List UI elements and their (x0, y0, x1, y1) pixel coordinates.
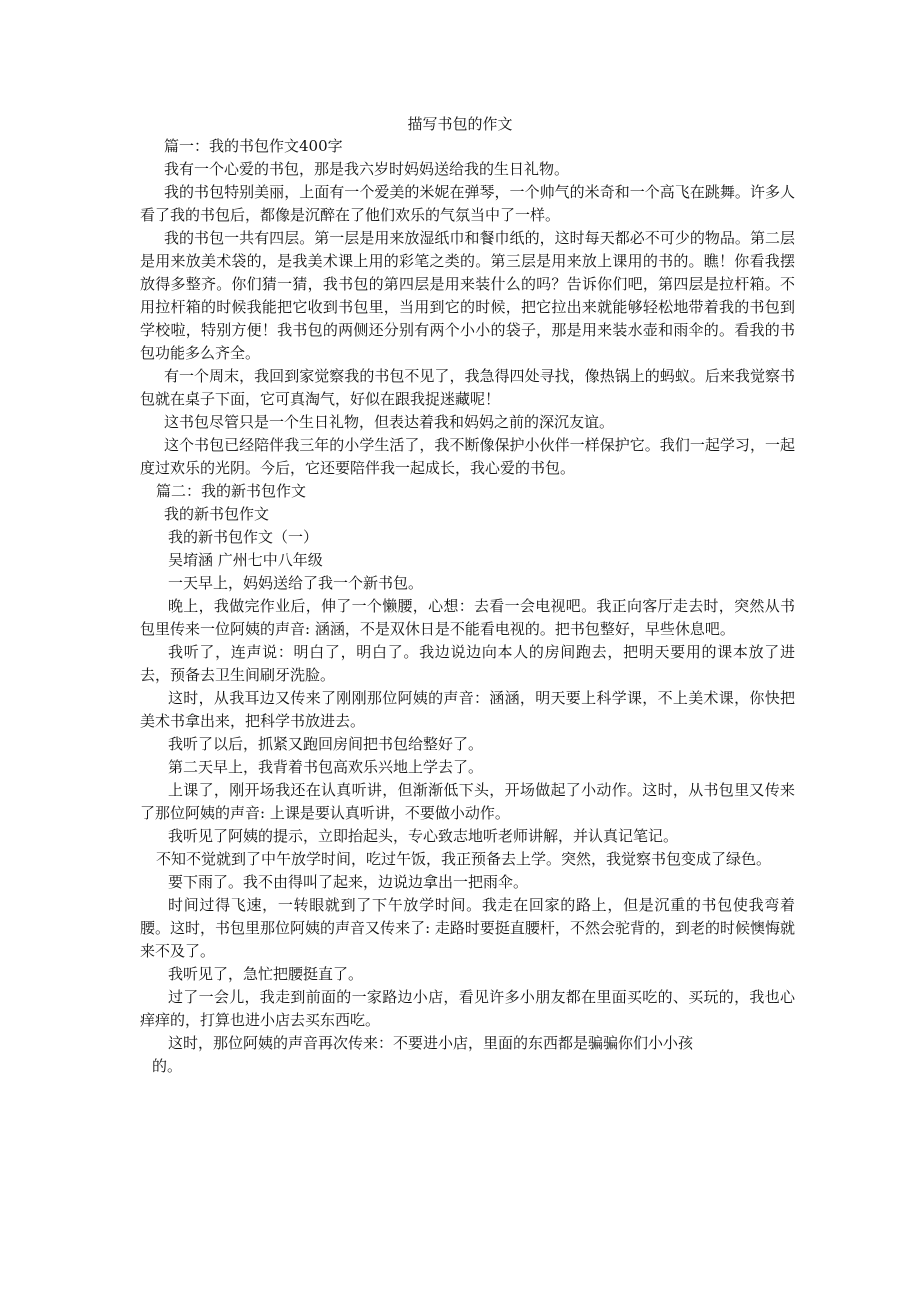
essay-subtitle: 我的新书包作文（一） (168, 528, 319, 546)
paragraph: 这个书包已经陪伴我三年的小学生活了，我不断像保护小伙伴一样保护它。我们一起学习，一起度过欢乐的光阴。今后，它还要陪伴我一起成长，我心爱的书包。 (140, 436, 795, 477)
paragraph: 第二天早上，我背着书包高欢乐兴地上学去了。 (168, 758, 484, 776)
paragraph-tail: 的。 (152, 1057, 183, 1075)
paragraph: 这时，从我耳边又传来了刚刚那位阿姨的声音：涵涵，明天要上科学课，不上美术课，你快把美术书拿出来，把科学书放进去。 (140, 689, 795, 730)
paragraph: 我听见了阿姨的提示，立即抬起头，专心致志地听老师讲解，并认真记笔记。 (168, 827, 679, 845)
essay-title: 我的新书包作文 (164, 505, 270, 523)
author-line: 吴堉涵 广州七中八年级 (168, 551, 323, 569)
paragraph: 要下雨了。我不由得叫了起来，边说边拿出一把雨伞。 (168, 873, 529, 891)
document-body (140, 135, 795, 1078)
paragraph: 这书包尽管只是一个生日礼物，但表达着我和妈妈之前的深沉友谊。 (164, 413, 615, 431)
paragraph: 我的书包特别美丽，上面有一个爱美的米妮在弹琴，一个帅气的米奇和一个高飞在跳舞。许多人看了我的书包后，都像是沉醉在了他们欢乐的气氛当中了一样。 (140, 183, 795, 224)
paragraph: 我听了，连声说：明白了，明白了。我边说边向本人的房间跑去，把明天要用的课本放了进去，预备去卫生间刷牙洗脸。 (140, 643, 795, 684)
paragraph: 时间过得飞速，一转眼就到了下午放学时间。我走在回家的路上，但是沉重的书包使我弯着腰。这时，书包里那位阿姨的声音又传来了: 走路时要挺直腰杆，不然会驼背的，到老的时候懊悔就来不及了。 (140, 896, 795, 960)
paragraph: 不知不觉就到了中午放学时间，吃过午饭，我正预备去上学。突然，我觉察书包变成了绿色。 (156, 850, 772, 868)
paragraph: 我有一个心爱的书包，那是我六岁时妈妈送给我的生日礼物。 (164, 160, 570, 178)
paragraph: 一天早上，妈妈送给了我一个新书包。 (168, 574, 424, 592)
paragraph: 这时，那位阿姨的声音再次传来：不要进小店，里面的东西都是骗骗你们小小孩 (168, 1034, 694, 1052)
section-heading-1: 篇一：我的书包作文400字 (164, 137, 343, 155)
paragraph: 我的书包一共有四层。第一层是用来放湿纸巾和餐巾纸的，这时每天都必不可少的物品。第二层是用来放美术袋的，是我美术课上用的彩笔之类的。第三层是用来放上课用的书的。瞧！你看我摆放得多整齐。你们猜一猜，我书包的第四层是用来装什么的吗？告诉你们吧，第四层是拉杆箱。不用拉杆箱的时候我能把它收到书包里，当用到它的时候，把它拉出来就能够轻松地带着我的书包到学校啦，特别方便！我书包的两侧还分别有两个小小的袋子，那是用来装水壶和雨伞的。看我的书包功能多么齐全。 (140, 229, 795, 362)
paragraph: 有一个周末，我回到家觉察我的书包不见了，我急得四处寻找，像热锅上的蚂蚁。后来我觉察书包就在桌子下面，它可真淘气，好似在跟我捉迷藏呢！ (140, 367, 795, 408)
paragraph: 上课了，刚开场我还在认真听讲，但渐渐低下头，开场做起了小动作。这时，从书包里又传来了那位阿姨的声音: 上课是要认真听讲，不要做小动作。 (140, 781, 795, 822)
paragraph: 晚上，我做完作业后，伸了一个懒腰，心想：去看一会电视吧。我正向客厅走去时，突然从书包里传来一位阿姨的声音: 涵涵，不是双休日是不能看电视的。把书包整好，早些休息吧。 (140, 597, 795, 638)
document-title: 描写书包的作文 (407, 115, 513, 133)
section-heading-2: 篇二：我的新书包作文 (156, 482, 307, 500)
paragraph: 我听见了，急忙把腰挺直了。 (168, 965, 364, 983)
paragraph: 我听了以后，抓紧又跑回房间把书包给整好了。 (168, 735, 484, 753)
paragraph: 过了一会儿，我走到前面的一家路边小店，看见许多小朋友都在里面买吃的、买玩的，我也心痒痒的，打算也进小店去买东西吃。 (140, 988, 795, 1029)
